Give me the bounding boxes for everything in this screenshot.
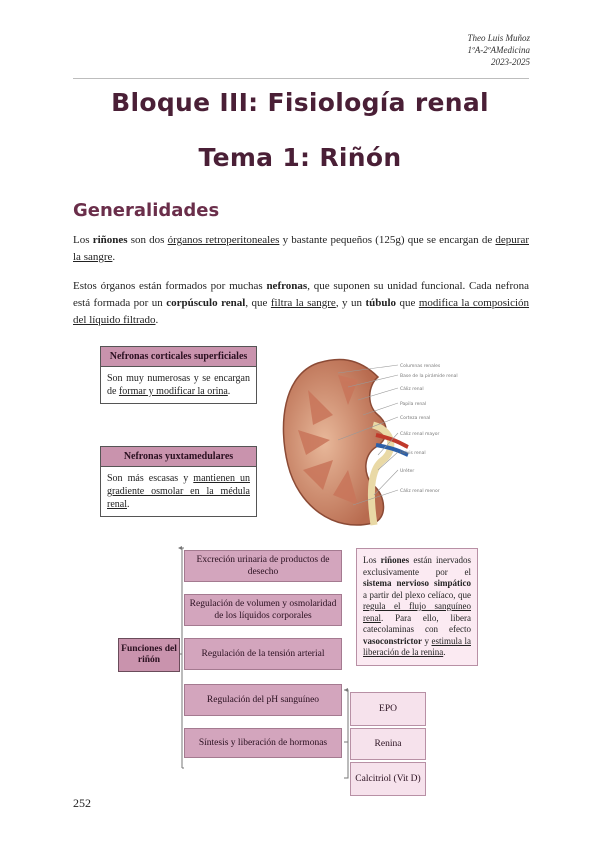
page-number: 252: [73, 796, 91, 810]
paragraph-intro: Los riñones son dos órganos retroperitoneales y bastante pequeños (125g) que se encargan de depurar la sangre.: [73, 234, 529, 263]
author-name: Theo Luis Muñoz: [467, 33, 530, 43]
author-course: 1ºA-2ºAMedicina: [467, 45, 530, 55]
innervation-note: Los riñones están inervados exclusivamente por el sistema nervioso simpático a partir del plexo celíaco, que regula el flujo sanguíneo renal. Para ello, libera catecolaminas con efecto vasoconstrictor y estimula la liberación de la renina.: [356, 548, 478, 666]
function-box: Regulación del pH sanguíneo: [184, 684, 342, 716]
kidney-label: Columnas renales: [400, 364, 441, 369]
funciones-label: Funciones del riñón: [118, 638, 180, 672]
page-subtitle: Tema 1: Riñón: [198, 143, 402, 172]
function-box: Regulación de la tensión arterial: [184, 638, 342, 670]
page-title: Bloque III: Fisiología renal: [111, 88, 489, 117]
author-years: 2023-2025: [491, 57, 530, 67]
hormone-calcitriol: Calcitriol (Vit D): [350, 762, 426, 796]
kidney-label: Papila renal: [400, 402, 427, 407]
kidney-label: Cáliz renal: [400, 387, 424, 392]
function-box: Regulación de volumen y osmolaridad de los líquidos corporales: [184, 594, 342, 626]
kidney-label: Cáliz renal mayor: [400, 432, 440, 437]
hormone-epo: EPO: [350, 692, 426, 726]
kidney-label: Corteza renal: [400, 416, 431, 421]
kidney-label: Pelvis renal: [400, 451, 426, 456]
kidney-label: Cáliz renal menor: [400, 489, 440, 494]
cortical-nephron-title: Nefronas corticales superficiales: [101, 347, 256, 367]
kidney-label: Uréter: [400, 469, 415, 474]
kidney-label: Base de la pirámide renal: [400, 374, 458, 379]
yuxta-nephron-title: Nefronas yuxtamedulares: [101, 447, 256, 467]
function-box: Excreción urinaria de productos de desecho: [184, 550, 342, 582]
hormone-renina: Renina: [350, 728, 426, 760]
cortical-nephron-text: Son muy numerosas y se encargan de formar y modificar la orina.: [101, 367, 256, 403]
yuxta-nephron-text: Son más escasas y mantienen un gradiente osmolar en la médula renal.: [101, 467, 256, 516]
paragraph-nefronas: Estos órganos están formados por muchas nefronas, que suponen su unidad funcional. Cada nefrona está formada por un corpúsculo renal, que filtra la sangre, y un túbulo que modifica la composición del líquido filtrado.: [73, 280, 530, 326]
function-box: Síntesis y liberación de hormonas: [184, 728, 342, 758]
section-heading: Generalidades: [73, 200, 220, 221]
